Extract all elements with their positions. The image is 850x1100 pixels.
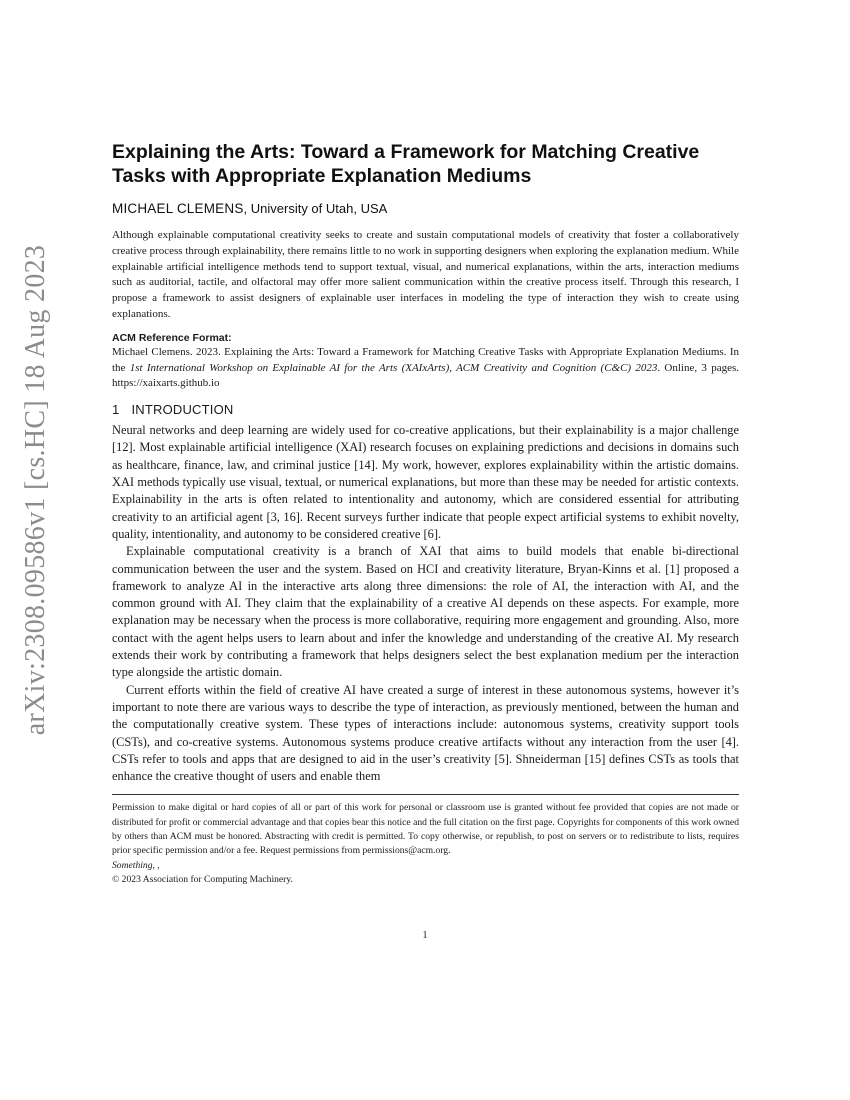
page-number: 1 <box>422 930 428 941</box>
acm-reference-venue: 1st International Workshop on Explainable AI for the Arts (XAIxArts), ACM Creativity and Cognition (C&C) 2023 <box>129 361 658 374</box>
copyright-notice: © 2023 Association for Computing Machinery. <box>112 873 293 885</box>
arxiv-identifier-stamp: arXiv:2308.09586v1 [cs.HC] 18 Aug 2023 <box>20 244 51 736</box>
acm-reference-prefix: Michael Clemens. 2023. Explaining the Arts: Toward a Framework for Matching Creative Tasks with Appropriate Explanation Mediums. In the <box>112 345 739 374</box>
acm-reference-text <box>112 345 739 392</box>
intro-paragraph-1: Neural networks and deep learning are widely used for co-creative applications, but their explainability is a major challenge [12]. Most explainable artificial intelligence (XAI) research focuses on explaining predictions and decisions in domains such as healthcare, finance, law, and criminal justice [14]. My work, however, explores explainability within the artistic domains. XAI methods typically use visual, textual, or numerical explanations, but more than these may be needed for artistic contexts. Explainability in the arts is often related to intentionality and autonomy, which are considered essential for attributing creativity to an artificial agent [3, 16]. Recent surveys further indicate that people expect artificial systems to exhibit novelty, quality, intentionality, and autonomy to be considered creative [6]. <box>112 423 739 541</box>
section-title: INTRODUCTION <box>131 402 234 418</box>
footnote-divider <box>112 794 739 795</box>
intro-paragraph-2: Explainable computational creativity is a branch of XAI that aims to build models that enable bi-directional communication between the user and the system. Based on HCI and creativity literature, Bryan-Kinns et al. [1] proposed a framework to analyze AI in the interactive arts along three dimensions: the role of AI, the interaction with AI, and the common ground with AI. They claim that the explainability of a creative AI depends on these aspects. For example, more explanation may be necessary when the process is more collaborative, requiring more engagement and grounding. Also, more contact with the agent helps users to learn about and infer the knowledge and understanding of the creative AI. My research extends their work by contributing a framework that helps designers select the best explanation medium per the interaction type alongside the artistic domain. <box>112 544 739 680</box>
author-name: MICHAEL CLEMENS <box>112 201 244 216</box>
author-affiliation: , University of Utah, USA <box>243 201 388 216</box>
paper-title: Explaining the Arts: Toward a Framework for Matching Creative Tasks with Appropriate Explanation Mediums <box>112 141 700 187</box>
intro-paragraph-3: Current efforts within the field of creative AI have created a surge of interest in these autonomous systems, however it’s important to note there are various ways to describe the type of interaction, as previously mentioned, between the human and the computationally creative system. These types of interactions include: autonomous systems, creativity support tools (CSTs), and co-creative systems. Autonomous systems produce creative artifacts without any interaction from the user [4]. CSTs refer to tools and apps that are designed to aid in the user’s creativity [5]. Shneiderman [15] defines CSTs as tools that enhance the creative thought of users and enable them <box>112 682 739 784</box>
section-heading <box>112 402 739 417</box>
author-line <box>112 201 739 216</box>
paper-page <box>112 140 739 887</box>
acm-reference-heading: ACM Reference Format: <box>112 331 232 344</box>
conference-info: Something, , <box>112 859 160 871</box>
abstract: Although explainable computational creativity seeks to create and sustain computational models of creativity that foster a collaboratively creative process through explainability, there remains little to no work in supporting designers when exploring the explanation medium. While explainable artificial intelligence methods tend to support textual, visual, and numerical explanations, within the arts, interaction mediums such as auditorial, tactile, and olfactoral may offer more salient communication within the creative process itself. Through this research, I propose a framework to assist designers of explainable user interfaces in modeling the type of interaction they wish to create using explanations. <box>112 229 739 320</box>
section-number: 1 <box>112 402 120 418</box>
acm-reference-suffix: . Online, 3 pages. https://xaixarts.github.io <box>112 361 739 390</box>
permission-notice: Permission to make digital or hard copies of all or part of this work for personal or classroom use is granted without fee provided that copies are not made or distributed for profit or commercial advantage and that copies bear this notice and the full citation on the first page. Copyrights for components of this work owned by others than ACM must be honored. Abstracting with credit is permitted. To copy otherwise, or republish, to post on servers or to redistribute to lists, requires prior specific permission and/or a fee. Request permissions from permissions@acm.org. <box>112 802 739 857</box>
